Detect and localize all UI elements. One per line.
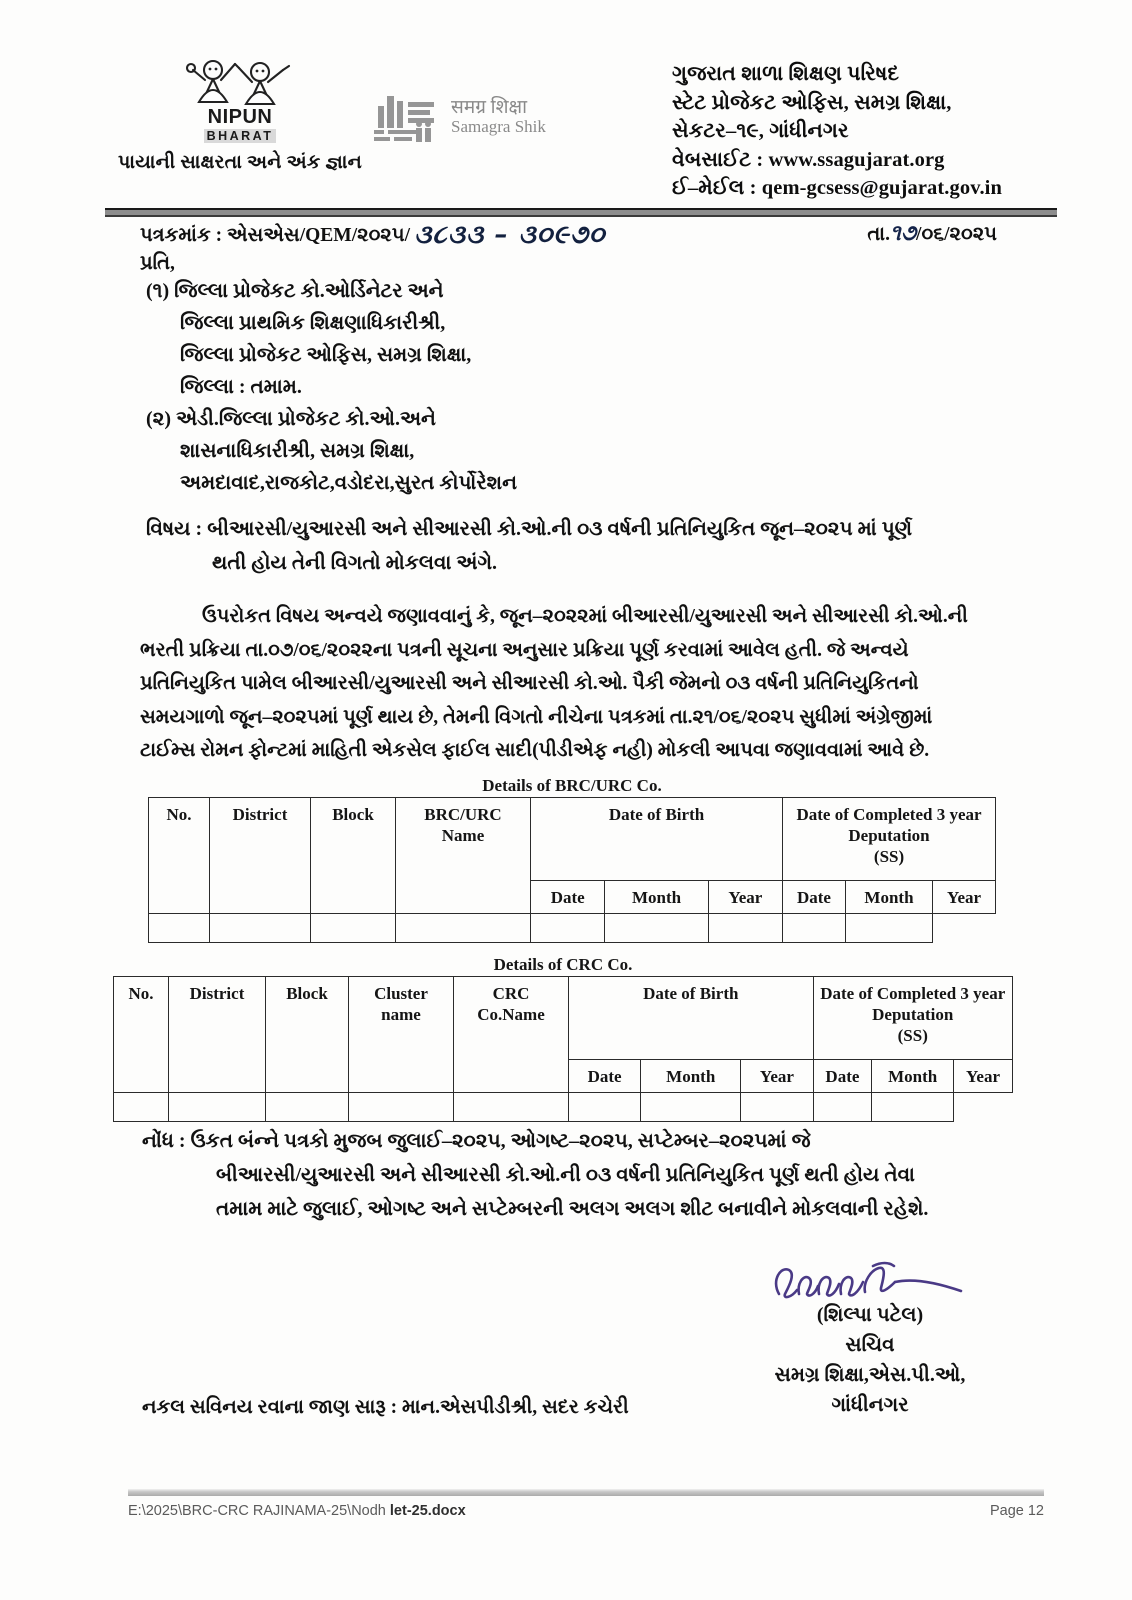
addressee-1-line-2: જિલ્લા પ્રાથમિક શિક્ષણાધિકારીશ્રી, <box>180 312 446 334</box>
addressee-2-number: (૨) <box>146 408 172 430</box>
addressee-1-number: (૧) <box>146 280 170 302</box>
col-header-deputation <box>783 798 996 881</box>
samagra-shiksha-text <box>451 98 546 136</box>
cell-dob-year[interactable] <box>741 1093 813 1122</box>
date-rest: /૦૬/૨૦૨૫ <box>916 224 997 245</box>
col-header-cluster-name-line1: Cluster <box>374 984 428 1003</box>
body-line-4: સમયગાળો જૂન–૨૦૨૫માં પૂર્ણ થાય છે, તેમની વિગતો નીચેના પત્રકમાં તા.૨૧/૦૬/૨૦૨૫ સુધીમાં અંગ્રેજીમાં <box>140 706 933 728</box>
nipun-children-icon <box>105 58 375 110</box>
cell-district[interactable] <box>210 914 311 943</box>
reference-number-handwritten: ૩૮૩૩ – ૩૦૯૭૦ <box>413 220 606 250</box>
subject-line-1: બીઆરસી/યુઆરસી અને સીઆરસી કો.ઓ.ની ૦૩ વર્ષની પ્રતિનિયુકિત જૂન–૨૦૨૫ માં પૂર્ણ <box>207 518 913 540</box>
bharat-wordmark: BHARAT <box>204 129 277 143</box>
letter-date-group <box>867 220 997 246</box>
note-line-1: ઉકત બંન્ને પત્રકો મુજબ જુલાઈ–૨૦૨૫, ઓગષ્ટ–૨૦૨૫, સપ્ટેમ્બર–૨૦૨૫માં જે <box>190 1130 811 1152</box>
samagra-shiksha-icon <box>372 88 442 146</box>
col-header-date-of-birth: Date of Birth <box>531 798 783 881</box>
cell-district[interactable] <box>169 1093 266 1122</box>
cell-no[interactable] <box>149 914 210 943</box>
col-header-date-of-birth: Date of Birth <box>569 977 814 1060</box>
addressee-2-line-1 <box>146 403 517 435</box>
col-header-cluster-name <box>349 977 454 1093</box>
org-line-1: ગુજરાત શાળા શિક્ષણ પરિષદ <box>672 63 900 85</box>
signatory-name: (શિલ્પા પટેલ) <box>816 1304 924 1326</box>
brc-urc-table <box>148 797 996 943</box>
subcol-dep-date: Date <box>813 1060 872 1093</box>
signatory-office: સમગ્ર શિક્ષા,એસ.પી.ઓ, <box>774 1364 966 1386</box>
document-header <box>0 46 1132 206</box>
cell-block[interactable] <box>266 1093 349 1122</box>
handwritten-signature-icon <box>700 1258 1040 1302</box>
cell-dep-date[interactable] <box>813 1093 872 1122</box>
col-header-district: District <box>169 977 266 1093</box>
subcol-dob-date: Date <box>569 1060 641 1093</box>
addressee-1-text-1: જિલ્લા પ્રોજેકટ કો.ઓર્ડિનેટર અને <box>174 280 444 302</box>
subject-line-2: થતી હોય તેની વિગતો મોકલવા અંગે. <box>212 552 498 574</box>
copy-to-line: નકલ સવિનય રવાના જાણ સારૂ : માન.એસપીડીશ્રી, સદર કચેરી <box>142 1397 629 1418</box>
subject-block <box>146 512 1026 580</box>
col-header-deputation-line1: Date of Completed 3 year <box>820 984 1006 1003</box>
addressee-1-line-3: જિલ્લા પ્રોજેકટ ઓફિસ, સમગ્ર શિક્ષા, <box>180 344 472 366</box>
crc-table-caption: Details of CRC Co. <box>493 955 633 974</box>
subcol-dob-date: Date <box>531 881 605 914</box>
footer-divider <box>128 1489 1044 1496</box>
subcol-dep-date: Date <box>783 881 846 914</box>
body-paragraph <box>140 600 1035 768</box>
signatory-designation: સચિવ <box>845 1334 895 1356</box>
nipun-tagline: પાયાની સાક્ષરતા અને અંક જ્ઞાન <box>118 152 362 173</box>
organisation-address <box>672 60 1002 203</box>
footer-file-path <box>128 1503 466 1519</box>
col-header-deputation-line2: Deputation <box>872 1005 954 1024</box>
subcol-dob-month: Month <box>605 881 708 914</box>
brc-urc-table-wrapper <box>148 776 996 943</box>
nipun-bharat-logo <box>105 58 375 174</box>
footer-page-number: Page 12 <box>989 1503 1044 1519</box>
table-row[interactable] <box>114 1093 1013 1122</box>
col-header-cluster-name-line2: name <box>381 1005 421 1024</box>
reference-line <box>140 220 1057 250</box>
reference-number-label: પત્રકમાંક : એસએસ/QEM/૨૦૨૫/ <box>140 225 410 246</box>
footer-path-prefix: E:\2025\BRC-CRC RAJINAMA-25\Nodh <box>128 1503 390 1519</box>
table-header-row <box>149 798 996 881</box>
cell-no[interactable] <box>114 1093 169 1122</box>
col-header-block: Block <box>266 977 349 1093</box>
footer-file-name: let-25.docx <box>389 1503 466 1519</box>
col-header-crc-co-name <box>454 977 569 1093</box>
addressee-block <box>146 275 517 499</box>
note-line-3: તમામ માટે જુલાઈ, ઓગષ્ટ અને સપ્ટેમ્બરની અલગ અલગ શીટ બનાવીને મોકલવાની રહેશે. <box>216 1198 929 1220</box>
subcol-dob-year: Year <box>741 1060 813 1093</box>
body-line-2: ભરતી પ્રક્રિયા તા.૦૭/૦૬/૨૦૨૨ના પત્રની સૂચના અનુસાર પ્રક્રિયા પૂર્ણ કરવામાં આવેલ હતી. જે અન્વયે <box>140 639 909 661</box>
cell-cluster-name[interactable] <box>349 1093 454 1122</box>
body-line-5: ટાઈમ્સ રોમન ફોન્ટમાં માહિતી એકસેલ ફાઈલ સાદી(પીડીએફ નહી) મોકલી આપવા જણાવવામાં આવે છે. <box>140 740 930 761</box>
org-line-3: સેકટર–૧૯, ગાંધીનગર <box>672 120 849 142</box>
note-label: નોંધ : <box>142 1130 186 1152</box>
cell-dob-month[interactable] <box>605 914 708 943</box>
table-header-row <box>114 977 1013 1060</box>
addressee-2-line-2: શાસનાધિકારીશ્રી, સમગ્ર શિક્ષા, <box>180 440 415 462</box>
date-label: તા. <box>867 224 890 245</box>
cell-crc-co-name[interactable] <box>454 1093 569 1122</box>
crc-table <box>113 976 1013 1122</box>
date-handwritten-day: ૧૭ <box>889 220 917 246</box>
col-header-deputation-line2: Deputation <box>848 826 930 845</box>
header-divider <box>105 208 1057 217</box>
col-header-brc-urc-name <box>396 798 531 914</box>
col-header-deputation <box>813 977 1013 1060</box>
col-header-crc-co-name-line1: CRC <box>492 984 530 1003</box>
brc-urc-table-caption: Details of BRC/URC Co. <box>482 776 662 795</box>
note-line-2: બીઆરસી/યુઆરસી અને સીઆરસી કો.ઓ.ની ૦૩ વર્ષની પ્રતિનિયુકિત પૂર્ણ થતી હોય તેવા <box>216 1164 915 1186</box>
addressee-2-line-3: અમદાવાદ,રાજકોટ,વડોદરા,સુરત કોર્પોરેશન <box>180 472 517 494</box>
col-header-crc-co-name-line2: Co.Name <box>477 1005 545 1024</box>
cell-dob-date[interactable] <box>569 1093 641 1122</box>
subcol-dep-month: Month <box>845 881 932 914</box>
cell-dob-date[interactable] <box>531 914 605 943</box>
col-header-no: No. <box>149 798 210 914</box>
col-header-brc-urc-name-line2: Name <box>441 826 485 845</box>
note-block <box>142 1124 1032 1226</box>
col-header-deputation-line3: (SS) <box>897 1026 928 1045</box>
cell-dob-month[interactable] <box>641 1093 741 1122</box>
crc-table-wrapper <box>113 955 1013 1122</box>
samagra-shiksha-logo <box>372 88 546 146</box>
addressee-1-line-4: જિલ્લા : તમામ. <box>180 376 302 398</box>
samagra-hindi-label: समग्र शिक्षा <box>451 97 528 119</box>
subcol-dob-year: Year <box>708 881 782 914</box>
cell-brc-urc-name[interactable] <box>396 914 531 943</box>
samagra-english-label: Samagra Shik <box>451 117 546 137</box>
reference-number-group <box>140 220 605 251</box>
addressee-1-line-1 <box>146 275 517 307</box>
subcol-dep-month: Month <box>872 1060 954 1093</box>
subject-label: વિષય : <box>146 518 203 540</box>
col-header-deputation-line3: (SS) <box>873 847 905 866</box>
col-header-block: Block <box>311 798 396 914</box>
signatory-city: ગાંધીનગર <box>831 1394 909 1416</box>
nipun-wordmark: NIPUN <box>207 106 273 128</box>
subcol-dep-year: Year <box>954 1060 1013 1093</box>
col-header-no: No. <box>114 977 169 1093</box>
body-line-3: પ્રતિનિયુકિત પામેલ બીઆરસી/યુઆરસી અને સીઆરસી કો.ઓ. પૈકી જેમનો ૦૩ વર્ષની પ્રતિનિયુકિતનો <box>140 673 919 694</box>
salutation: પ્રતિ, <box>140 253 175 274</box>
table-row[interactable] <box>149 914 996 943</box>
col-header-brc-urc-name-line1: BRC/URC <box>424 805 502 824</box>
org-website-line: વેબસાઈટ : www.ssagujarat.org <box>672 148 945 171</box>
body-line-1: ઉપરોકત વિષય અન્વયે જણાવવાનું કે, જૂન–૨૦૨૨માં બીઆરસી/યુઆરસી અને સીઆરસી કો.ઓ.ની <box>202 606 968 627</box>
addressee-2-text-1: એડી.જિલ્લા પ્રોજેકટ કો.ઓ.અને <box>176 408 436 430</box>
subcol-dep-year: Year <box>933 881 996 914</box>
org-email-line: ઈ–મેઈલ : qem-gcsess@gujarat.gov.in <box>672 177 1002 199</box>
org-line-2: સ્ટેટ પ્રોજેકટ ઓફિસ, સમગ્ર શિક્ષા, <box>672 91 952 114</box>
cell-block[interactable] <box>311 914 396 943</box>
subcol-dob-month: Month <box>641 1060 741 1093</box>
col-header-district: District <box>210 798 311 914</box>
note-first-line <box>142 1124 1032 1158</box>
col-header-deputation-line1: Date of Completed 3 year <box>796 805 982 824</box>
signature-block <box>700 1258 1040 1420</box>
cell-dob-year[interactable] <box>708 914 782 943</box>
cell-dep-date[interactable] <box>783 914 846 943</box>
cell-dep-month[interactable] <box>845 914 932 943</box>
document-footer <box>128 1503 1044 1529</box>
cell-dep-month[interactable] <box>872 1093 954 1122</box>
